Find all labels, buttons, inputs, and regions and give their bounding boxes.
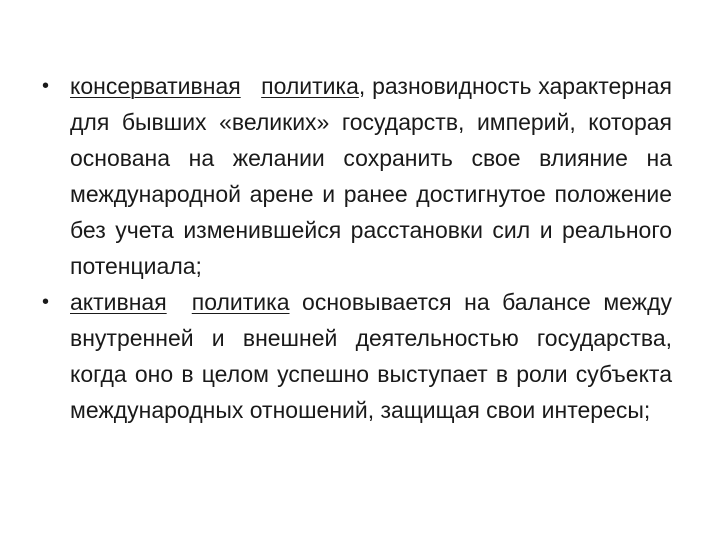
term-policy: политика <box>261 73 359 99</box>
bullet-conservative-policy <box>40 68 672 284</box>
bullet-list <box>40 68 672 428</box>
term-conservative: консервативная <box>70 73 241 99</box>
bullet-marker-icon: • <box>42 75 50 97</box>
definition-text: , разновидность характерная для бывших «великих» государств, империй, которая основана на желании сохранить свое влияние на международной арене и ранее достигнутое положение без учета изменившейся расстановки сил и реального потенциала; <box>70 73 673 279</box>
bullet-active-policy <box>40 284 672 428</box>
bullet-marker-icon: • <box>42 291 50 313</box>
term-policy: политика <box>191 289 290 315</box>
term-active: активная <box>70 289 167 315</box>
definition-text: основывается на балансе между внутренней и внешней деятельностью государства, когда оно в целом успешно выступает в роли субъекта международных отношений, защищая свои интересы; <box>70 289 672 423</box>
